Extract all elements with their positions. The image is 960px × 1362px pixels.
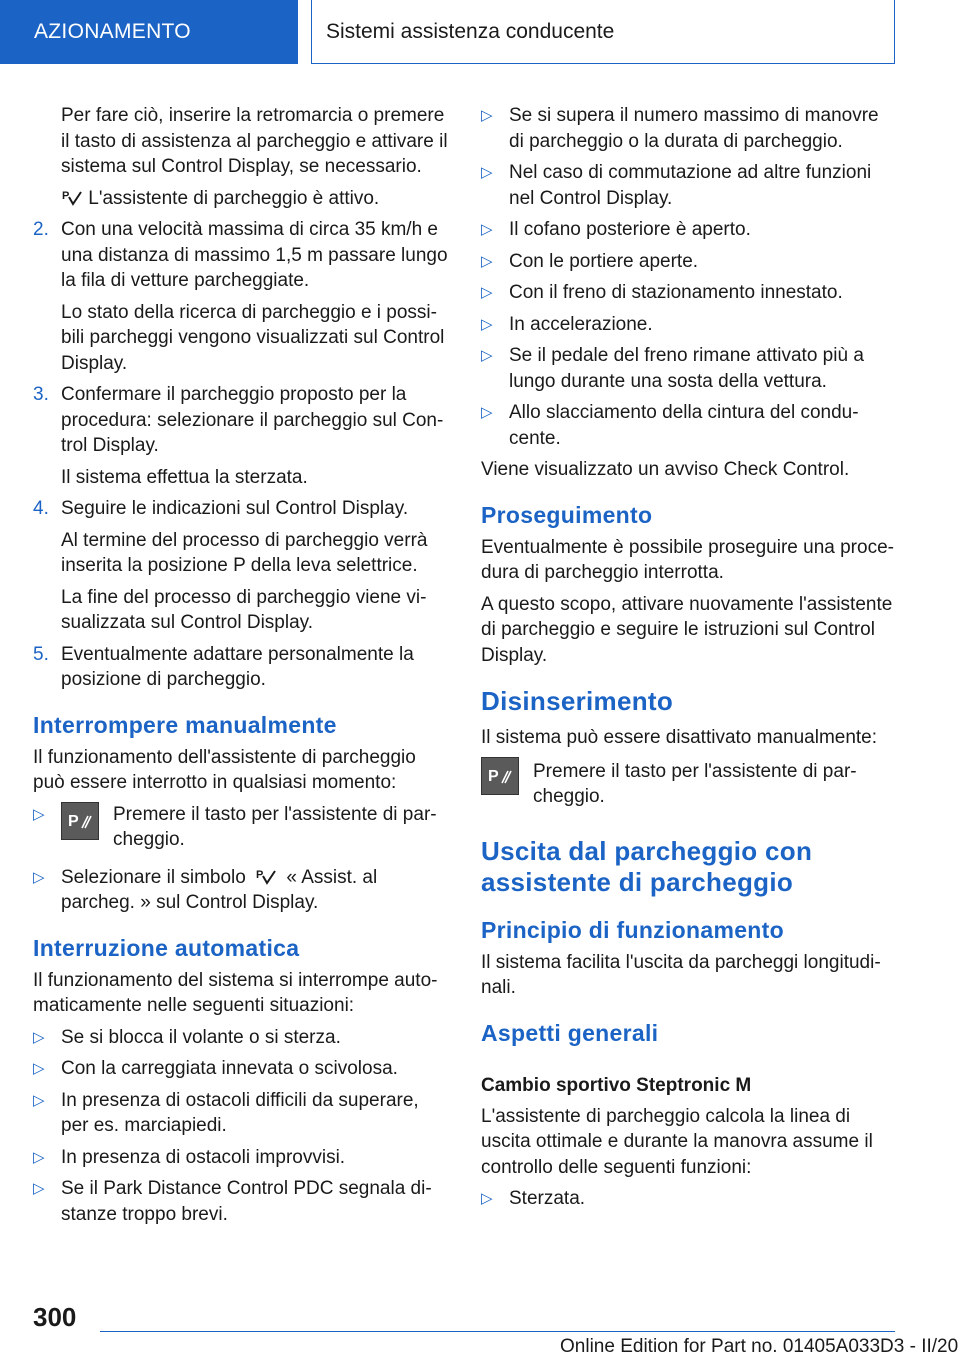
left-column xyxy=(33,103,451,1233)
step-sub: La fine del processo di parcheggio viene visualizzata sul Control Display. xyxy=(61,586,427,633)
manual-item-text: « Assist. al parcheg. » sul Control Display. xyxy=(61,866,378,913)
step-number: 2. xyxy=(33,219,49,240)
section-tab: AZIONAMENTO xyxy=(0,0,298,64)
list-item-text: Con la carreggiata innevata o scivolosa. xyxy=(61,1058,398,1079)
step-text: Seguire le indicazioni sul Control Display. xyxy=(61,498,409,519)
step-number: 4. xyxy=(33,498,49,519)
svg-text:P: P xyxy=(256,869,264,882)
list-item-text: In presenza di ostacoli improvvisi. xyxy=(61,1146,346,1168)
list-item-text: Il cofano posteriore è aperto. xyxy=(509,219,751,240)
list-item xyxy=(481,280,897,306)
manual-item-text: Selezionare il simbolo xyxy=(61,866,246,888)
resume-p1: Eventualmente è possibile proseguire una procedura di parcheggio interrotta. xyxy=(481,536,894,583)
exit-body: L'assistente di parcheggio calcola la linea di uscita ottimale e durante la manovra assume il controllo delle seguenti funzioni: xyxy=(481,1105,873,1178)
step-3 xyxy=(33,382,451,490)
list-item-text: Se il Park Distance Control PDC segnala distanze troppo brevi. xyxy=(61,1178,432,1225)
list-item xyxy=(33,1025,451,1051)
parking-button-icon xyxy=(61,802,99,840)
manual-heading: Interrompere manualmente xyxy=(33,711,337,738)
step-5 xyxy=(33,642,451,693)
parking-assist-icon xyxy=(61,188,83,208)
principle-body: Il sistema facilita l'uscita da parcheggi longitudinali. xyxy=(481,951,881,998)
resume-p2: A questo scopo, attivare nuovamente l'assistente di parcheggio e seguire le istruzioni sul Control Display. xyxy=(481,593,893,666)
intro-paragraph: Per fare ciò, inserire la retromarcia o premere il tasto di assistenza al parcheggio e attivare il sistema sul Control Display, se necessario. xyxy=(61,105,448,177)
edition-note: Online Edition for Part no. 01405A033D3 - II/20 xyxy=(560,1336,959,1357)
list-item xyxy=(33,1176,451,1227)
off-body: Il sistema può essere disattivato manualmente: xyxy=(481,727,878,748)
triangle-bullet-icon: ▷ xyxy=(481,221,493,238)
footer-divider xyxy=(100,1331,895,1332)
right-column xyxy=(481,103,897,1218)
list-item xyxy=(33,1056,451,1082)
off-heading: Disinserimento xyxy=(481,686,674,716)
off-instruction-text: Premere il tasto per l'assistente di parcheggio. xyxy=(533,760,857,807)
triangle-bullet-icon: ▷ xyxy=(33,805,45,823)
triangle-bullet-icon: ▷ xyxy=(481,315,493,333)
list-item xyxy=(481,160,897,211)
steptronic-heading: Cambio sportivo Steptronic M xyxy=(481,1074,752,1096)
step-sub: Lo stato della ricerca di parcheggio e i possibili parcheggi vengono visualizzati sul Control Display. xyxy=(61,301,445,374)
list-item xyxy=(481,1186,897,1212)
triangle-bullet-icon: ▷ xyxy=(33,1028,45,1046)
parking-assist-icon xyxy=(251,867,281,887)
list-item xyxy=(481,217,897,243)
list-item-text: Se si supera il numero massimo di manovre di parcheggio o la durata di parcheggio. xyxy=(509,105,879,152)
principle-heading: Principio di funzionamento xyxy=(481,916,784,943)
svg-text:P: P xyxy=(68,812,79,830)
triangle-bullet-icon: ▷ xyxy=(33,868,45,886)
step-text: Eventualmente adattare personalmente la posizione di parcheggio. xyxy=(61,643,414,690)
active-note-text: L'assistente di parcheggio è attivo. xyxy=(88,187,380,209)
list-item xyxy=(33,1145,451,1171)
list-item-text: Con il freno di stazionamento innestato. xyxy=(509,282,843,303)
exit-heading: Uscita dal parcheggio con assistente di parcheggio xyxy=(481,835,813,897)
step-text: Confermare il parcheggio proposto per la procedura: selezionare il parcheggio sul Control Display. xyxy=(61,384,444,456)
list-item xyxy=(481,103,897,154)
list-item xyxy=(33,1088,451,1139)
step-sub: Il sistema effettua la sterzata. xyxy=(61,466,308,488)
step-number: 5. xyxy=(33,643,49,665)
svg-text:P: P xyxy=(62,190,70,203)
list-item-text: In presenza di ostacoli difficili da superare, per es. marciapiedi. xyxy=(61,1089,419,1136)
list-item-text: Nel caso di commutazione ad altre funzioni nel Control Display. xyxy=(509,162,872,209)
triangle-bullet-icon: ▷ xyxy=(481,284,493,301)
manual-body: Il funzionamento dell'assistente di parcheggio può essere interrotto in qualsiasi momento: xyxy=(33,746,416,793)
step-text: Con una velocità massima di circa 35 km/h e una distanza di massimo 1,5 m passare lungo la fila di vetture parcheggiate. xyxy=(61,219,448,291)
off-instruction xyxy=(481,757,897,810)
triangle-bullet-icon: ▷ xyxy=(481,404,493,421)
step-4 xyxy=(33,496,451,636)
triangle-bullet-icon: ▷ xyxy=(33,1180,45,1197)
page-title: Sistemi assistenza conducente xyxy=(311,0,895,64)
manual-item-1 xyxy=(33,802,451,859)
triangle-bullet-icon: ▷ xyxy=(33,1148,45,1166)
triangle-bullet-icon: ▷ xyxy=(481,252,493,270)
triangle-bullet-icon: ▷ xyxy=(33,1060,45,1077)
manual-item-2 xyxy=(33,865,451,916)
list-item-text: Sterzata. xyxy=(509,1188,586,1209)
general-heading: Aspetti generali xyxy=(481,1019,659,1046)
parking-button-icon xyxy=(481,757,519,795)
list-item xyxy=(481,249,897,275)
step-2 xyxy=(33,217,451,376)
triangle-bullet-icon: ▷ xyxy=(33,1091,45,1109)
list-item-text: Se il pedale del freno rimane attivato più a lungo durante una sosta della vettura. xyxy=(509,345,864,392)
triangle-bullet-icon: ▷ xyxy=(481,1190,493,1207)
auto-heading: Interruzione automatica xyxy=(33,934,300,961)
triangle-bullet-icon: ▷ xyxy=(481,347,493,364)
active-note xyxy=(33,186,451,212)
list-item-text: Se si blocca il volante o si sterza. xyxy=(61,1026,341,1048)
step-number: 3. xyxy=(33,384,49,405)
check-control-note: Viene visualizzato un avviso Check Control. xyxy=(481,459,850,480)
triangle-bullet-icon: ▷ xyxy=(481,164,493,181)
list-item xyxy=(481,343,897,394)
manual-item-text: Premere il tasto per l'assistente di parcheggio. xyxy=(113,803,437,850)
list-item-text: Allo slacciamento della cintura del conducente. xyxy=(509,402,859,449)
list-item-text: In accelerazione. xyxy=(509,313,653,335)
list-item-text: Con le portiere aperte. xyxy=(509,250,699,272)
list-item xyxy=(481,312,897,338)
step-sub: Al termine del processo di parcheggio verrà inserita la posizione P della leva selettrice. xyxy=(61,529,428,576)
page-number: 300 xyxy=(33,1302,77,1332)
triangle-bullet-icon: ▷ xyxy=(481,107,493,124)
svg-text:P: P xyxy=(488,767,499,785)
list-item xyxy=(481,400,897,451)
resume-heading: Proseguimento xyxy=(481,501,653,528)
auto-body: Il funzionamento del sistema si interrompe automaticamente nelle seguenti situazioni: xyxy=(33,969,438,1016)
